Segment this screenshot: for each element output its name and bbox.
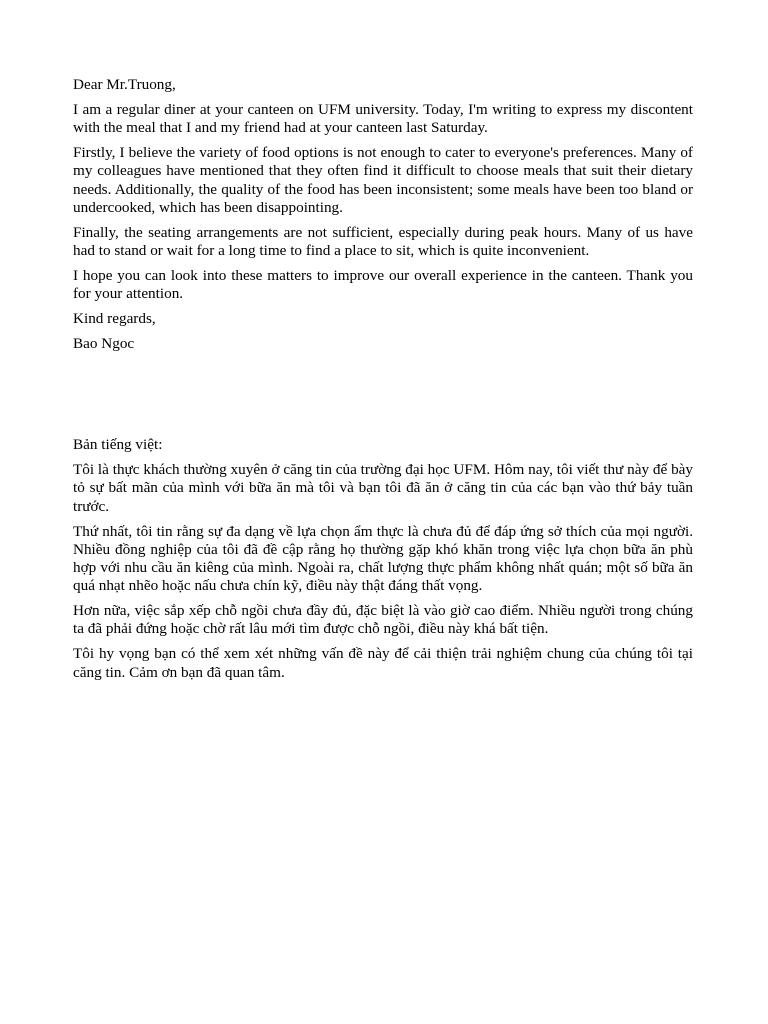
paragraph-food-options: Firstly, I believe the variety of food options is not enough to cater to everyone's preferences. Many of my colleagues have mentioned that they often find it difficult to choose meals that suit their dietary needs. Additionally, the quality of the food has been inconsistent; some meals have been too bland or undercooked, which has been disappointing. xyxy=(73,144,693,216)
vi-paragraph-intro: Tôi là thực khách thường xuyên ở căng tin của trường đại học UFM. Hôm nay, tôi viết thư này để bày tỏ sự bất mãn của mình với bữa ăn mà tôi và bạn tôi đã ăn ở căng tin của các bạn vào thứ bảy tuần trước. xyxy=(73,461,693,515)
section-gap xyxy=(73,360,693,436)
vi-paragraph-food-options: Thứ nhất, tôi tin rằng sự đa dạng về lựa chọn ẩm thực là chưa đủ để đáp ứng sở thích của mọi người. Nhiều đồng nghiệp của tôi đã đề cập rằng họ thường gặp khó khăn trong việc lựa chọn bữa ăn phù hợp với nhu cầu ăn kiêng của mình. Ngoài ra, chất lượng thực phẩm không nhất quán; một số bữa ăn quá nhạt nhẽo hoặc nấu chưa chín kỹ, điều này thật đáng thất vọng. xyxy=(73,522,693,595)
vi-paragraph-seating: Hơn nữa, việc sắp xếp chỗ ngồi chưa đầy đủ, đặc biệt là vào giờ cao điểm. Nhiều người trong chúng ta đã phải đứng hoặc chờ rất lâu mới tìm được chỗ ngồi, điều này khá bất tiện. xyxy=(73,602,693,638)
vi-paragraph-conclusion: Tôi hy vọng bạn có thể xem xét những vấn đề này để cải thiện trải nghiệm chung của chúng tôi tại căng tin. Cảm ơn bạn đã quan tâm. xyxy=(73,645,693,681)
vietnamese-letter xyxy=(73,436,693,682)
document-page xyxy=(73,76,693,689)
english-letter xyxy=(73,76,693,353)
vietnamese-heading: Bản tiếng việt: xyxy=(73,436,163,454)
closing: Kind regards, xyxy=(73,310,156,328)
paragraph-conclusion: I hope you can look into these matters to improve our overall experience in the canteen. Thank you for your attention. xyxy=(73,267,693,303)
salutation: Dear Mr.Truong, xyxy=(73,76,176,93)
signature: Bao Ngoc xyxy=(73,335,135,353)
paragraph-intro: I am a regular diner at your canteen on UFM university. Today, I'm writing to express my discontent with the meal that I and my friend had at your canteen last Saturday. xyxy=(73,101,693,137)
paragraph-seating: Finally, the seating arrangements are not sufficient, especially during peak hours. Many of us have had to stand or wait for a long time to find a place to sit, which is quite inconvenient. xyxy=(73,223,693,260)
